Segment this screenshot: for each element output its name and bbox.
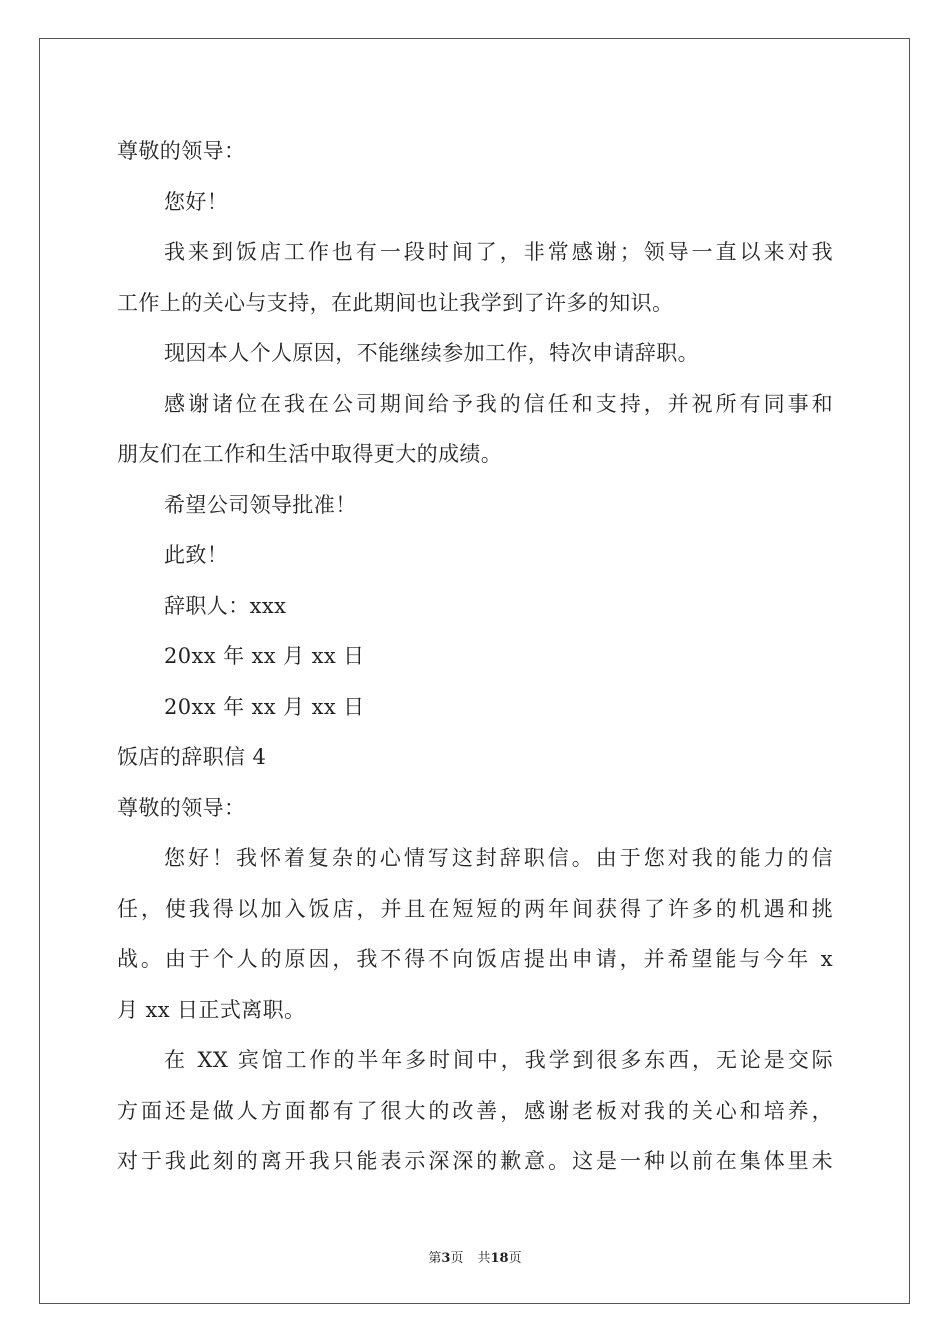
signature-line: 辞职人：xxx: [164, 593, 287, 618]
document-body: [117, 126, 833, 1187]
paragraph-line: 我来到饭店工作也有一段时间了，非常感谢；领导一直以来对我: [164, 240, 833, 264]
date-line: 20xx 年 xx 月 xx 日: [164, 694, 365, 719]
total-prefix: 共: [477, 1251, 491, 1266]
paragraph-line: 任，使我得以加入饭店，并且在短短的两年间获得了许多的机遇和挑: [117, 896, 833, 921]
paragraph-line: 您好！我怀着复杂的心情写这封辞职信。由于您对我的能力的信: [164, 846, 833, 870]
paragraph-line: 在 XX 宾馆工作的半年多时间中，我学到很多东西，无论是交际: [164, 1048, 833, 1072]
paragraph-line: 工作上的关心与支持，在此期间也让我学到了许多的知识。: [117, 290, 674, 315]
paragraph-line: 月 xx 日正式离职。: [117, 997, 306, 1022]
page-suffix: 页: [450, 1251, 464, 1266]
greeting: 您好！: [164, 189, 229, 214]
paragraph-line: 希望公司领导批准！: [164, 492, 357, 517]
total-suffix: 页: [508, 1251, 522, 1266]
page-number: 3: [441, 1251, 451, 1266]
closing-line: 此致！: [164, 543, 229, 567]
paragraph-line: 对于我此刻的离开我只能表示深深的歉意。这是一种以前在集体里未: [117, 1149, 833, 1173]
page-footer: [0, 1247, 950, 1266]
paragraph-line: 方面还是做人方面都有了很大的改善，感谢老板对我的关心和培养，: [117, 1098, 833, 1123]
paragraph-line: 朋友们在工作和生活中取得更大的成绩。: [117, 442, 503, 466]
total-pages: 18: [490, 1251, 509, 1266]
salutation: 尊敬的领导：: [117, 795, 246, 820]
paragraph-line: 战。由于个人的原因，我不得不向饭店提出申请，并希望能与今年 x: [117, 947, 833, 971]
section-title: 饭店的辞职信 4: [117, 745, 267, 769]
paragraph-line: 感谢诸位在我在公司期间给予我的信任和支持，并祝所有同事和: [164, 391, 833, 416]
paragraph-line: 现因本人个人原因，不能继续参加工作，特次申请辞职。: [164, 341, 699, 365]
date-line: 20xx 年 xx 月 xx 日: [164, 644, 365, 668]
page-prefix: 第: [428, 1251, 442, 1266]
salutation: 尊敬的领导：: [117, 139, 246, 163]
